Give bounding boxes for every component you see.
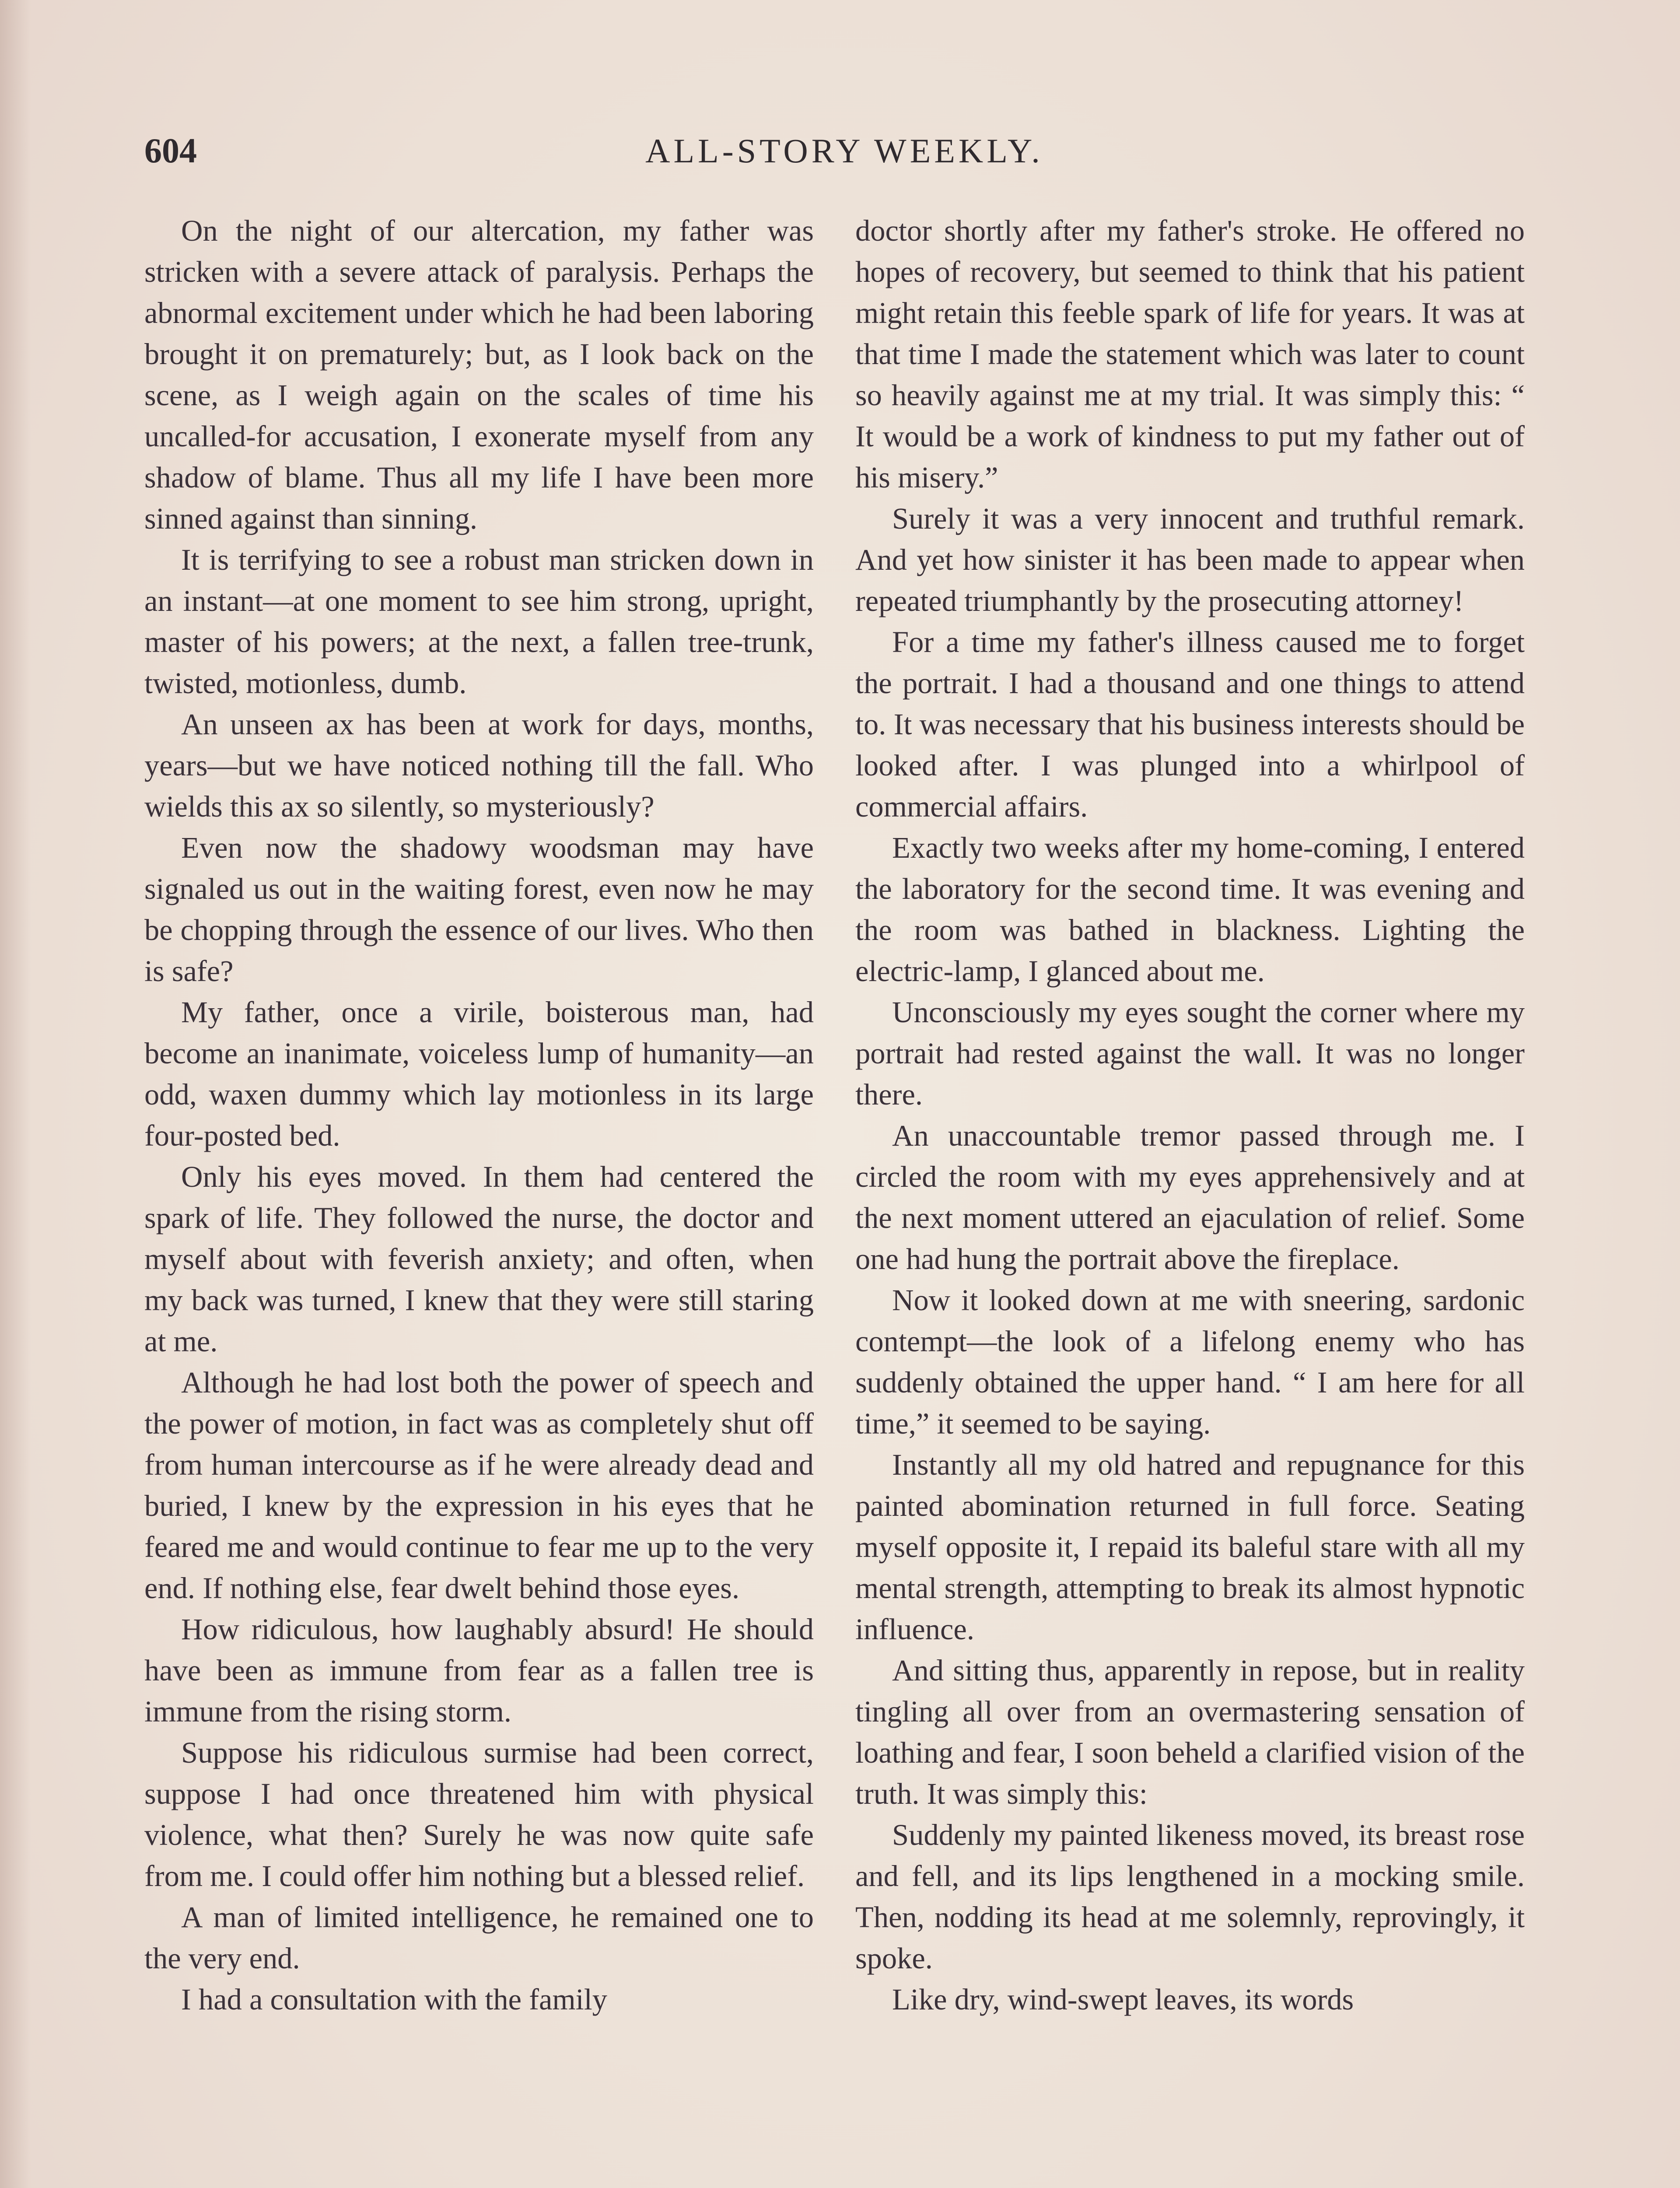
paragraph: Instantly all my old hatred and repugnance for this painted abomination returned in full force. Seating myself opposite it, I repaid its baleful stare with all my mental strength, attempting to break its almost hypnotic influence. xyxy=(855,1448,1525,1646)
paragraph: It is terrifying to see a robust man stricken down in an instant—at one moment to see him strong, upright, master of his powers; at the next, a fallen tree-trunk, twisted, motionless, dumb. xyxy=(144,543,814,700)
paragraph: An unseen ax has been at work for days, months, years—but we have noticed nothing till the fall. Who wields this ax so silently, so mysteriously? xyxy=(144,708,814,823)
paragraph: And sitting thus, apparently in repose, but in reality tingling all over from an overmastering sensation of loathing and fear, I soon beheld a clarified vision of the truth. It was simply this: xyxy=(855,1654,1525,1810)
right-column xyxy=(855,210,1525,2020)
paragraph: Now it looked down at me with sneering, sardonic contempt—the look of a lifelong enemy who has suddenly obtained the upper hand. “ I am here for all time,” it seemed to be saying. xyxy=(855,1283,1525,1440)
paragraph: Suppose his ridiculous surmise had been correct, suppose I had once threatened him with physical violence, what then? Surely he was now quite safe from me. I could offer him nothing but a blessed relief. xyxy=(144,1736,814,1893)
paragraph: An unaccountable tremor passed through me. I circled the room with my eyes apprehensively and at the next moment uttered an ejaculation of relief. Some one had hung the portrait above the fireplace. xyxy=(855,1119,1525,1276)
left-column xyxy=(144,210,814,2020)
page-header xyxy=(144,131,1544,184)
paragraph: Surely it was a very innocent and truthful remark. And yet how sinister it has been made to appear when repeated triumphantly by the prosecuting attorney! xyxy=(855,502,1525,617)
paragraph: Like dry, wind-swept leaves, its words xyxy=(892,1983,1354,2016)
paragraph: I had a consultation with the family xyxy=(181,1983,607,2016)
paragraph: A man of limited intelligence, he remained one to the very end. xyxy=(144,1900,814,1975)
paragraph: Although he had lost both the power of speech and the power of motion, in fact was as completely shut off from human intercourse as if he were already dead and buried, I knew by the expression in his eyes that he feared me and would continue to fear me up to the very end. If nothing else, fear dwelt behind those eyes. xyxy=(144,1366,814,1605)
paragraph: Exactly two weeks after my home-coming, I entered the laboratory for the second time. It was evening and the room was bathed in blackness. Lighting the electric-lamp, I glanced about me. xyxy=(855,831,1525,988)
paragraph: My father, once a virile, boisterous man, had become an inanimate, voiceless lump of humanity—an odd, waxen dummy which lay motionless in its large four-posted bed. xyxy=(144,996,814,1152)
paragraph-continued: doctor shortly after my father's stroke. He offered no hopes of recovery, but seemed to think that his patient might retain this feeble spark of life for years. It was at that time I made the statement which was later to count so heavily against me at my trial. It was simply this: “ It would be a work of kindness to put my father out of his misery.” xyxy=(855,214,1525,494)
paragraph: How ridiculous, how laughably absurd! He should have been as immune from fear as a fallen tree is immune from the rising storm. xyxy=(144,1613,814,1728)
magazine-title: ALL-STORY WEEKLY. xyxy=(645,132,1043,170)
page-edge-shadow xyxy=(0,0,31,2188)
paragraph: Even now the shadowy woodsman may have signaled us out in the waiting forest, even now he may be chopping through the essence of our lives. Who then is safe? xyxy=(144,831,814,988)
paragraph: For a time my father's illness caused me to forget the portrait. I had a thousand and one things to attend to. It was necessary that his business interests should be looked after. I was plunged into a whirlpool of commercial affairs. xyxy=(855,625,1525,823)
page-number: 604 xyxy=(144,132,197,170)
paragraph: On the night of our altercation, my father was stricken with a severe attack of paralysis. Perhaps the abnormal excitement under which he had been laboring brought it on prematurely; but, as I look back on the scene, as I weigh again on the scales of time his uncalled-for accusation, I exonerate myself from any shadow of blame. Thus all my life I have been more sinned against than sinning. xyxy=(144,214,814,535)
paragraph: Unconsciously my eyes sought the corner where my portrait had rested against the wall. It was no longer there. xyxy=(855,996,1525,1111)
paragraph: Only his eyes moved. In them had centered the spark of life. They followed the nurse, the doctor and myself about with feverish anxiety; and often, when my back was turned, I knew that they were still staring at me. xyxy=(144,1160,814,1358)
paragraph: Suddenly my painted likeness moved, its breast rose and fell, and its lips lengthened in a mocking smile. Then, nodding its head at me solemnly, reprovingly, it spoke. xyxy=(855,1818,1525,1975)
